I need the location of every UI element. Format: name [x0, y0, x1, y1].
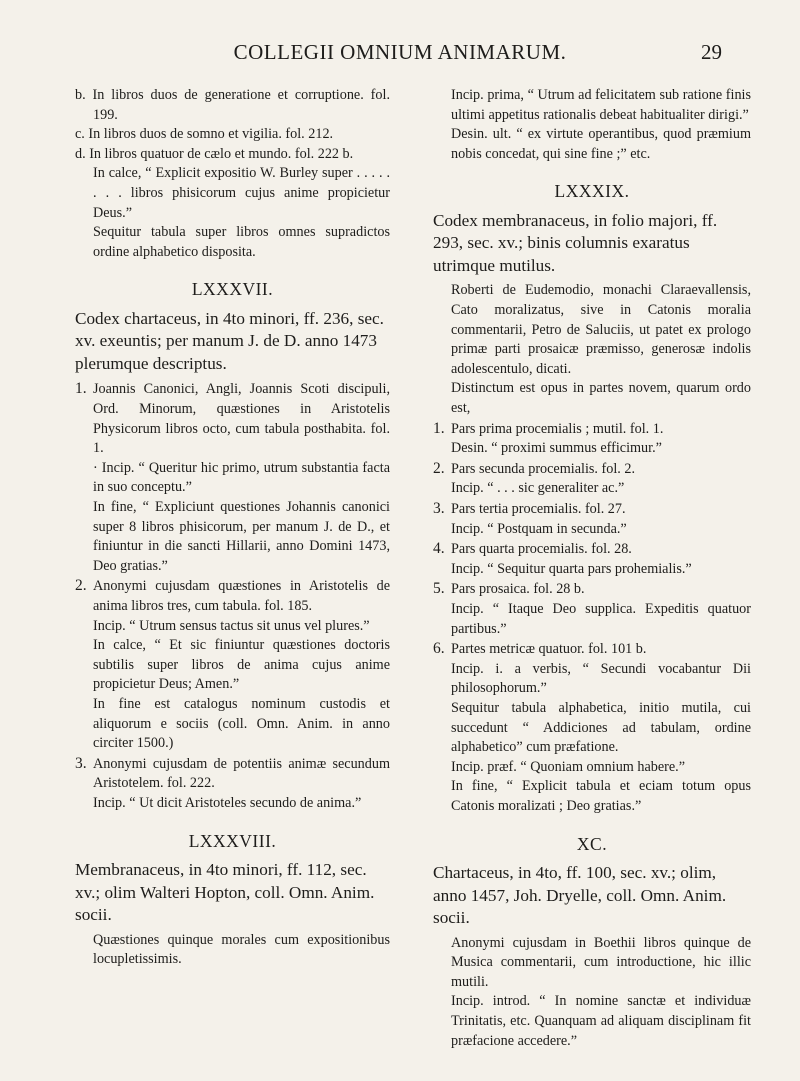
item-number: 2.: [75, 577, 87, 595]
item-3: 3. Anonymi cujusdam de potentiis animæ secundum Aristotelem. fol. 222.: [75, 754, 390, 792]
item-3-incip: Incip. “ Ut dicit Aristoteles secundo de anima.”: [93, 794, 362, 811]
pars-6-fine: In fine, “ Explicit tabula et eciam totum opus Catonis moralizati ; Deo gratias.”: [451, 778, 751, 814]
pars-2-incip: Incip. “ . . . sic generaliter ac.”: [451, 480, 625, 497]
item-number: 6.: [433, 640, 445, 658]
item-1-fine: In fine, “ Expliciunt questiones Johannis canonici super 8 libros phisicorum, per manum J. de D., et finiuntur in die sancti Hillarii, anno Domini 1473, Deo gratias.”: [93, 499, 390, 574]
codex-lxxxvii: Codex chartaceus, in 4to minori, ff. 236, sec. xv. exeuntis; per manum J. de D. anno 1473 plerumque descriptus.: [75, 308, 384, 373]
item-number: 1.: [433, 419, 445, 437]
incip-prima: Incip. prima, “ Utrum ad felicitatem sub ratione finis ultimi appetitus rationalis debeat habitualiter dirigi.”: [451, 87, 751, 123]
pars-4-incip: Incip. “ Sequitur quarta pars prohemialis.”: [451, 560, 692, 577]
item-number: 3.: [433, 500, 445, 517]
item-number: 4.: [433, 540, 445, 558]
pars-1-desin: Desin. “ proximi summus efficimur.”: [451, 440, 662, 457]
entry-d: d. In libros quatuor de cælo et mundo. fol. 222 b.: [75, 145, 354, 162]
item-2-incip: Incip. “ Utrum sensus tactus sit unus vel plures.”: [93, 617, 370, 634]
item-number: 2.: [433, 459, 445, 477]
pars-6-incip: Incip. i. a verbis, “ Secundi vocabantur Dii philosophorum.”: [451, 660, 751, 697]
item-number: 3.: [75, 754, 87, 772]
heading-lxxxviii: LXXXVIII.: [188, 830, 277, 851]
codex-lxxxix: Codex membranaceus, in folio majori, ff. 293, sec. xv.; binis columnis exaratus utrimque mutilus.: [433, 210, 718, 275]
entry-anonymi-boethii: Anonymi cujusdam in Boethii libros quinque de Musica commentarii, cum introductione, hic illic mutili.: [451, 934, 751, 990]
pars-6-sequitur: Sequitur tabula alphabetica, initio mutila, cui succedunt “ Addiciones ad tabulam, ordine alphabetico” cum præfatione.: [451, 699, 751, 756]
codex-lxxxviii: Membranaceus, in 4to minori, ff. 112, sec. xv.; olim Walteri Hopton, coll. Omn. Anim. socii.: [75, 860, 375, 925]
item-number: 5.: [433, 580, 445, 598]
pars-5: 5. Pars prosaica. fol. 28 b.: [433, 580, 585, 598]
heading-xc: XC.: [576, 833, 608, 854]
heading-lxxxvii: LXXXVII.: [191, 279, 274, 300]
item-2-fine: In fine est catalogus nominum custodis et aliquorum e sociis (coll. Omn. Anim. in anno circiter 1500.): [93, 695, 390, 752]
pars-3-incip: Incip. “ Postquam in secunda.”: [451, 520, 627, 537]
item-number: 1.: [75, 380, 87, 398]
running-head: [70, 40, 730, 68]
codex-xc: Chartaceus, in 4to, ff. 100, sec. xv.; olim, anno 1457, Joh. Dryelle, coll. Omn. Anim. socii.: [433, 863, 727, 928]
entry-distinctum: Distinctum est opus in partes novem, quarum ordo est,: [451, 380, 751, 417]
entry-c: c. In libros duos de somno et vigilia. fol. 212.: [75, 126, 334, 143]
entry-d-calce: In calce, “ Explicit expositio W. Burley super . . . . . . . . libros phisicorum cujus anime propicietur Deus.”: [93, 165, 390, 221]
entry-b: b. In libros duos de generatione et corruptione. fol. 199.: [75, 87, 390, 123]
entry-incip-introd: Incip. introd. “ In nomine sanctæ et individuæ Trinitatis, etc. Quanquam ad aliquam disciplinam fit præfacione accedere.”: [451, 993, 751, 1049]
item-2: 2. Anonymi cujusdam quæstiones in Aristotelis de anima libros tres, cum tabula. fol. 185.: [75, 577, 390, 614]
desin-ult: Desin. ult. “ ex virtute operantibus, quod præmium nobis concedat, qui sine fine ;” etc.: [451, 126, 751, 162]
pars-5-incip: Incip. “ Itaque Deo supplica. Expeditis quatuor partibus.”: [451, 600, 751, 637]
pars-6-praef: Incip. præf. “ Quoniam omnium habere.”: [451, 758, 686, 775]
heading-lxxxix: LXXXIX.: [554, 181, 630, 202]
item-1-incip: · Incip. “ Queritur hic primo, utrum substantia facta in suo conceptu.”: [93, 459, 390, 496]
running-title: COLLEGII OMNIUM ANIMARUM.: [233, 40, 567, 64]
left-column: [75, 86, 390, 970]
item-2-calce: In calce, “ Et sic finiuntur quæstiones doctoris subtilis super libros de anima cujus anime propicietur Deus; Amen.”: [93, 637, 390, 693]
pars-3: 3. Pars tertia procemialis. fol. 27.: [433, 500, 626, 517]
pars-1: 1. Pars prima procemialis ; mutil. fol. 1.: [433, 419, 664, 437]
entry-roberti: Roberti de Eudemodio, monachi Claraevallensis, Cato moralizatus, sive in Catonis moralia commentarii, Petro de Saluciis, ut patet ex prologo primæ parti prosaicæ præmisso, generosæ indolis adolescentulo, dicati.: [451, 282, 751, 377]
pars-4: 4. Pars quarta procemialis. fol. 28.: [433, 540, 632, 558]
entry-quaestiones: Quæstiones quinque morales cum expositionibus locupletissimis.: [93, 931, 390, 968]
page-number: 29: [701, 40, 722, 64]
pars-6: 6. Partes metricæ quatuor. fol. 101 b.: [433, 640, 647, 658]
entry-d-sequitur: Sequitur tabula super libros omnes supradictos ordine alphabetico disposita.: [93, 224, 390, 260]
right-column: [433, 86, 751, 1051]
pars-2: 2. Pars secunda procemialis. fol. 2.: [433, 459, 635, 477]
item-1: 1. Joannis Canonici, Angli, Joannis Scoti discipuli, Ord. Minorum, quæstiones in Aristotelis Physicorum libros octo, cum tabula posthabita. fol. 1.: [75, 380, 390, 457]
